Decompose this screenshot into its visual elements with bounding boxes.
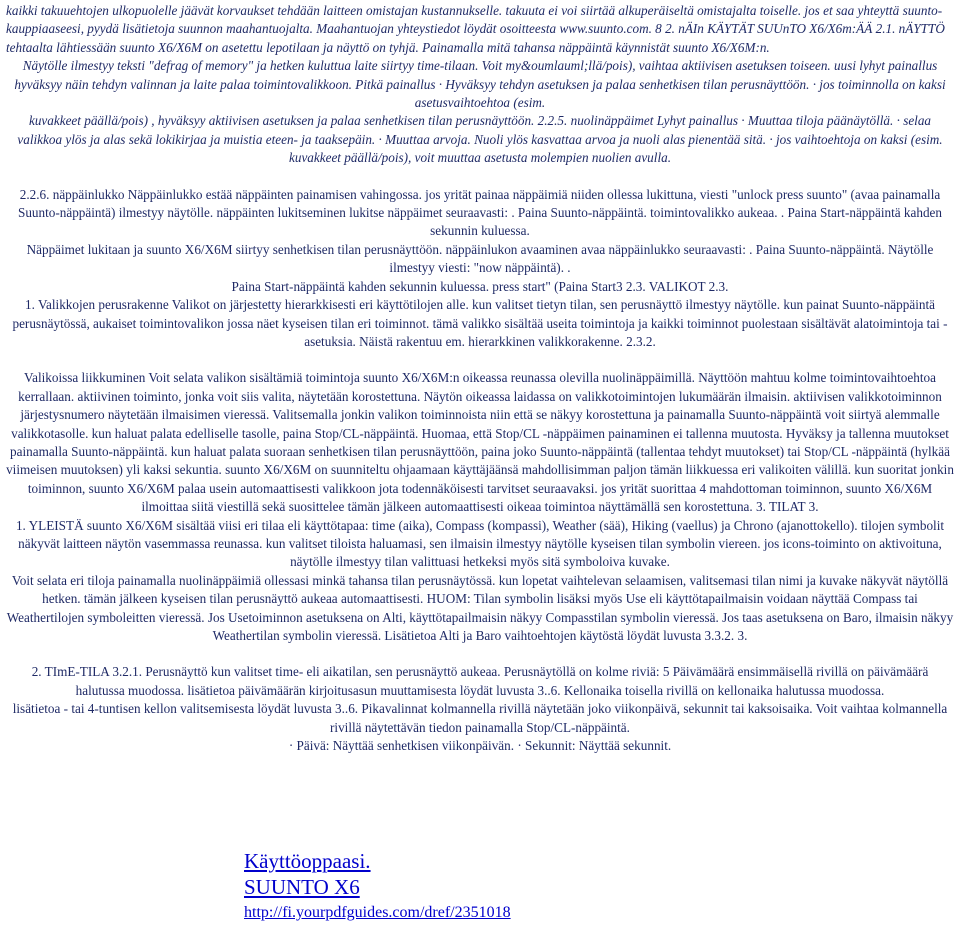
- paragraph-time-mode: 2. TImE-TILA 3.2.1. Perusnäyttö kun valitset time- eli aikatilan, sen perusnäyttö aukeaa. Perusnäytöllä on kolme riviä: 5 Päivämäärä ensimmäisellä rivillä on päivämäärä halutussa muodossa. lisätietoa päivämäärän kirjoitusasun muuttamisesta löydät luvusta 3..6. Kellonaika toisella rivillä on kellonaika halutussa muodossa.: [31, 664, 929, 698]
- paragraph-warranty: kaikki takuuehtojen ulkopuolelle jäävät korvaukset tehdään laitteen omistajan kustannukselle. takuuta ei voi siirtää alkuperäiseltä omistajalta toiselle. jos et saa yhteyttä suunto-kauppiaaseesi, pyydä lisätietoja suunnon maahantuojalta. Maahantuojan yhteystiedot löydät osoitteesta www.suunto.com. 8 2. nÄIn KÄYTÄT SUUnTO X6/X6m:ÄÄ 2.1. nÄYTTÖ tehtaalta lähtiessään suunto X6/X6M on asetettu lepotilaan ja näyttö on tyhjä. Painamalla mitä tahansa näppäintä käynnistät suunto X6/X6M:n.: [6, 3, 945, 55]
- paragraph-unlock: Näppäimet lukitaan ja suunto X6/X6M siirtyy senhetkisen tilan perusnäyttöön. näppäinlukon avaaminen avaa näppäinlukko seuraavasti: . Paina Suunto-näppäintä. Näytölle ilmestyy viesti: "now näppäintä). .: [26, 241, 934, 276]
- paragraph-day-seconds: · Päivä: Näyttää senhetkisen viikonpäivän. · Sekunnit: Näyttää sekunnit.: [288, 738, 672, 754]
- paragraph-start: Paina Start-näppäintä kahden sekunnin kuluessa. press start" (Paina Start3 2.3. VALIKOT 2.3.: [231, 278, 729, 294]
- footer-links: [244, 848, 511, 924]
- paragraph-arrow-buttons: kuvakkeet päällä/pois) , hyväksyy aktiivisen asetuksen ja palaa senhetkisen tilan perusnäyttöön. 2.2.5. nuolinäppäimet Lyhyt painallus · Muuttaa tiloja päänäytöllä. · selaa valikkoa ylös ja alas sekä lokikirjaa ja muistia eteen- ja taaksepäin. · Muuttaa arvoja. Nuoli ylös kasvattaa arvoa ja nuoli alas pienentää sitä. · jos vaihtoehtoja on kaksi (esim. kuvakkeet päällä/pois), voit muuttaa asetusta molempien nuolien avulla.: [17, 113, 943, 166]
- paragraph-clock-format: lisätietoa - tai 4-tuntisen kellon valitsemisesta löydät luvusta 3..6. Pikavalinnat kolmannella rivillä näytetään joko viikonpäivä, sekunnit tai kaksoisaika. Voit vaihtaa kolmannella rivillä näytettävän tiedon painamalla Stop/CL-näppäintä.: [12, 701, 948, 735]
- paragraph-display: Näytölle ilmestyy teksti "defrag of memory" ja hetken kuluttua laite siirtyy time-tilaan. Voit my&oumlauml;llä/pois), vaihtaa aktiivisen asetuksen toiseen. uusi lyhyt painallus hyväksyy näin tehdyn valinnan ja laite palaa toimintovalikkoon. Pitkä painallus · Hyväksyy tehdyn asetuksen ja palaa senhetkisen tilan perusnäyttöön. · jos toiminnolla on kaksi asetusvaihtoehtoa (esim.: [14, 58, 946, 111]
- manual-link[interactable]: Käyttöoppaasi.: [244, 849, 371, 873]
- paragraph-key-lock: 2.2.6. näppäinlukko Näppäinlukko estää näppäinten painamisen vahingossa. jos yrität painaa näppäimiä niiden ollessa lukittuna, viesti "unlock press suunto" (avaa painamalla Suunto-näppäintä) ilmestyy näytölle. näppäinten lukitseminen lukitse näppäimet seuraavasti: . Paina Suunto-näppäintä. toimintovalikko aukeaa. . Paina Start-näppäintä kahden sekunnin kuluessa.: [18, 186, 942, 239]
- paragraph-mode-browsing: Voit selata eri tiloja painamalla nuolinäppäimiä ollessasi minkä tahansa tilan perusnäytössä. kun lopetat vaihtelevan selaamisen, valitsemasi tilan nimi ja kuvake näkyvät näytöllä hetken. tämän jälkeen kyseisen tilan perusnäyttö aukeaa automaattisesti. HUOM: Tilan symbolin lisäksi myös Use eli käyttötapailmaisin voidaan näyttää Compass tai Weathertilojen symboleitten vieressä. Jos Usetoiminnon asetuksena on Alti, käyttötapailmaisin näkyy Compasstilan symbolin vieressä. Jos taas asetuksena on Baro, ilmaisin näkyy Weathertilan symbolin vieressä. Lisätietoa Alti ja Baro vaihtoehtojen käytöstä löydät luvusta 3.3.2. 3.: [6, 572, 954, 643]
- product-link[interactable]: SUUNTO X6: [244, 875, 360, 899]
- url-link[interactable]: http://fi.yourpdfguides.com/dref/2351018: [244, 904, 511, 921]
- paragraph-modes: 1. YLEISTÄ suunto X6/X6M sisältää viisi eri tilaa eli käyttötapaa: time (aika), Compass (kompassi), Weather (sää), Hiking (vaellus) ja Chrono (ajanottokello). tilojen symbolit näkyvät laitteen näytön vasemmassa reunassa. kun valitset tiloista haluamasi, sen ilmaisin ilmestyy näytölle kyseisen tilan symbolin viereen. jos icons-toiminto on aktivoituna, näytölle ilmestyy tilan valittuasi hetkeksi myös sitä symboloiva kuvake.: [15, 517, 945, 570]
- paragraph-menu-structure: 1. Valikkojen perusrakenne Valikot on järjestetty hierarkkisesti eri käyttötilojen alle. kun valitset tietyn tilan, sen perusnäyttö ilmestyy näytölle. kun painat Suunto-näppäintä perusnäytössä, aukaiset toimintovalikon jossa näet kyseisen tilan eri toiminnot. tämä valikko sisältää useita toimintoja ja kaikki toiminnot puolestaan sisältävät alatoimintoja tai -asetuksia. Näistä rakentuu em. hierarkkinen valikkorakenne. 2.3.2.: [12, 297, 948, 349]
- paragraph-menu-navigation: Valikoissa liikkuminen Voit selata valikon sisältämiä toimintoja suunto X6/X6M:n oikeassa reunassa olevilla nuolinäppäimillä. Näyttöön mahtuu kolme toimintovaihtoehtoa kerrallaan. aktiivinen toiminto, jonka voit siis valita, näytetään korostettuna. Näytön oikeassa laidassa on valikkotoimintojen lukumäärän ilmaisin. aktiivisen valikkotoiminnon järjestysnumero näytetään ilmaisimen vieressä. Valitsemalla jonkin valikon toiminnoista niin että se näkyy korostettuna ja painamalla Suunto-näppäintä voit siirtyä alemmalle valikkotasolle. kun haluat palata edelliselle tasolle, paina Stop/CL-näppäintä. Huomaa, että Stop/CL -näppäimen painaminen ei tallenna muutosta. Hyväksy ja tallenna muutokset painamalla Suunto-näppäintä. kun haluat palata suoraan senhetkisen tilan perusnäyttöön, paina joko Suunto-näppäintä (tallentaa tehdyt muutokset) tai Stop/CL -näppäintä (hylkää viimeisen muutoksen) yli kaksi sekuntia. suunto X6/X6M on suunniteltu ohjaamaan käyttäjäänsä mahdollisimman paljon tämän liikkuessa eri valikoiten välillä. kun suoritat jonkin toiminnon, suunto X6/X6M palaa usein automaattisesti valikkoon jota todennäköisesti tarvitset seuraavaksi. jos yrität suorittaa 4 mahdottoman toiminnon, suunto X6/X6M ilmoittaa siitä viestillä sekä suosittelee tämän jälkeen automaattisesti oikeaa toimintoa näyttämällä sen korostettuna. 3. TILAT 3.: [6, 370, 954, 515]
